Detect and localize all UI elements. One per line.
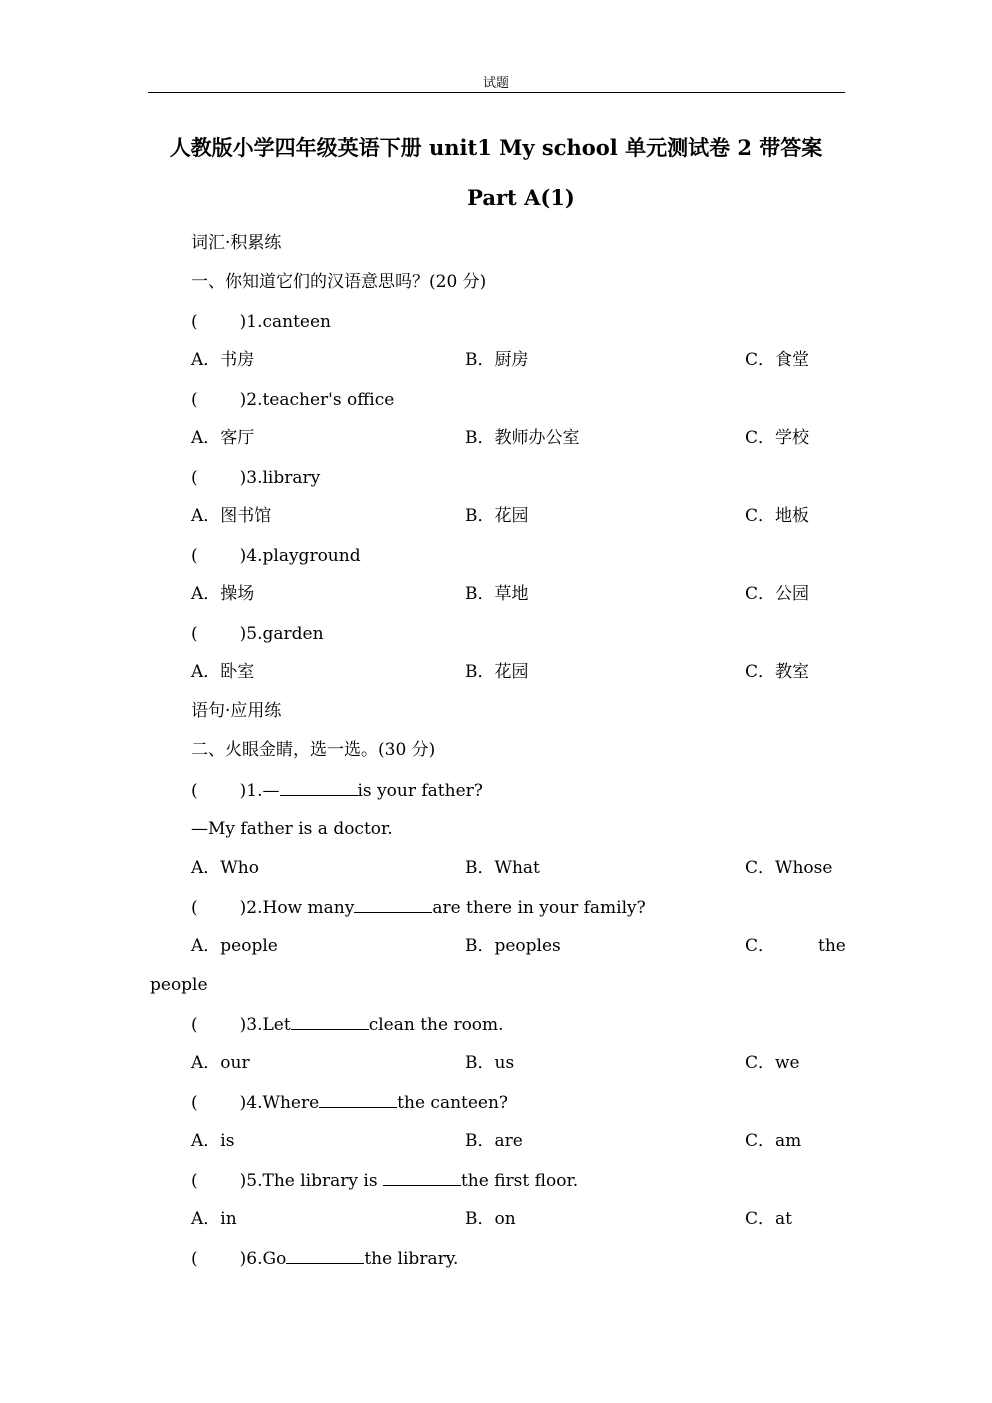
header-divider [148, 92, 845, 93]
question-4 [191, 545, 361, 567]
option-b: B．on [465, 1209, 516, 1229]
page-header: 试题 [482, 76, 509, 91]
question-number: )1.— [239, 781, 280, 801]
option-b: B．peoples [465, 936, 561, 956]
question-number: )4. [239, 546, 263, 566]
answer-blank[interactable] [319, 1091, 397, 1108]
option-a: A．操场 [191, 584, 255, 604]
question-number: )3. [239, 468, 263, 488]
question-text: the library. [364, 1249, 459, 1269]
question-number: )3.Let [239, 1015, 291, 1035]
option-a: A．书房 [191, 350, 255, 370]
paren-open: ( [191, 468, 198, 488]
option-a: A．图书馆 [191, 506, 272, 526]
question-text: are there in your family? [432, 898, 646, 918]
option-c: C．am [745, 1131, 802, 1151]
answer-line: —My father is a doctor. [191, 819, 393, 839]
question-1 [191, 311, 331, 333]
option-b: B．教师办公室 [465, 428, 580, 448]
option-a: A．卧室 [191, 662, 255, 682]
question-5 [191, 623, 324, 645]
option-c-word: the [818, 936, 846, 956]
s2-question-5 [191, 1169, 578, 1192]
s2-question-2 [191, 896, 646, 919]
question-3 [191, 467, 320, 489]
question-text: library [262, 468, 321, 488]
option-c: C．we [745, 1053, 800, 1073]
question-text: playground [262, 546, 361, 566]
option-a: A．is [191, 1131, 235, 1151]
option-b: B．花园 [465, 506, 529, 526]
option-a: A．客厅 [191, 428, 255, 448]
option-b: B．花园 [465, 662, 529, 682]
option-c: C．食堂 [745, 350, 810, 370]
answer-blank[interactable] [291, 1013, 369, 1030]
question-text: teacher's office [262, 390, 395, 410]
section2-category: 语句·应用练 [191, 701, 282, 721]
option-c: C．学校 [745, 428, 810, 448]
question-number: )5. [239, 624, 263, 644]
section2-heading: 二、火眼金睛，选一选。(30 分) [191, 740, 436, 760]
question-text: the canteen? [397, 1093, 509, 1113]
answer-blank[interactable] [286, 1247, 364, 1264]
paren-open: ( [191, 1015, 198, 1035]
answer-blank[interactable] [354, 896, 432, 913]
question-text: canteen [262, 312, 332, 332]
question-number: )6.Go [239, 1249, 287, 1269]
option-a: A．Who [191, 858, 259, 878]
paren-open: ( [191, 390, 198, 410]
document-title: 人教版小学四年级英语下册 unit1 My school 单元测试卷 2 带答案 [169, 135, 823, 160]
option-c: C．教室 [745, 662, 810, 682]
option-a: A．people [191, 936, 278, 956]
option-c: C． [745, 936, 776, 956]
question-text: the first floor. [460, 1171, 579, 1191]
option-b: B．are [465, 1131, 523, 1151]
question-2 [191, 389, 394, 411]
option-c: C．地板 [745, 506, 810, 526]
paren-open: ( [191, 312, 198, 332]
answer-blank[interactable] [383, 1169, 461, 1186]
part-title: Part A(1) [467, 185, 575, 210]
s2-question-1 [191, 779, 483, 802]
question-number: )4.Where [239, 1093, 320, 1113]
question-number: )2. [239, 390, 263, 410]
question-number: )1. [239, 312, 263, 332]
paren-open: ( [191, 1171, 198, 1191]
s2-question-6 [191, 1247, 458, 1270]
paren-open: ( [191, 1249, 198, 1269]
option-b: B．What [465, 858, 540, 878]
option-c: C．Whose [745, 858, 833, 878]
question-text: clean the room. [368, 1015, 504, 1035]
option-a: A．in [191, 1209, 237, 1229]
option-c-wrap: people [150, 975, 208, 995]
question-number: )2.How many [239, 898, 355, 918]
question-text: garden [262, 624, 324, 644]
section1-heading: 一、你知道它们的汉语意思吗？(20 分) [191, 272, 487, 292]
option-b: B．厨房 [465, 350, 529, 370]
s2-question-4 [191, 1091, 508, 1114]
option-c: C．at [745, 1209, 792, 1229]
option-a: A．our [191, 1053, 250, 1073]
question-text: is your father? [357, 781, 483, 801]
option-c: C．公园 [745, 584, 810, 604]
paren-open: ( [191, 781, 198, 801]
paren-open: ( [191, 546, 198, 566]
option-b: B．us [465, 1053, 515, 1073]
option-b: B．草地 [465, 584, 529, 604]
section1-category: 词汇·积累练 [191, 233, 282, 253]
question-number: )5.The library is [239, 1171, 383, 1191]
s2-question-3 [191, 1013, 504, 1036]
answer-blank[interactable] [280, 779, 358, 796]
paren-open: ( [191, 624, 198, 644]
paren-open: ( [191, 898, 198, 918]
paren-open: ( [191, 1093, 198, 1113]
